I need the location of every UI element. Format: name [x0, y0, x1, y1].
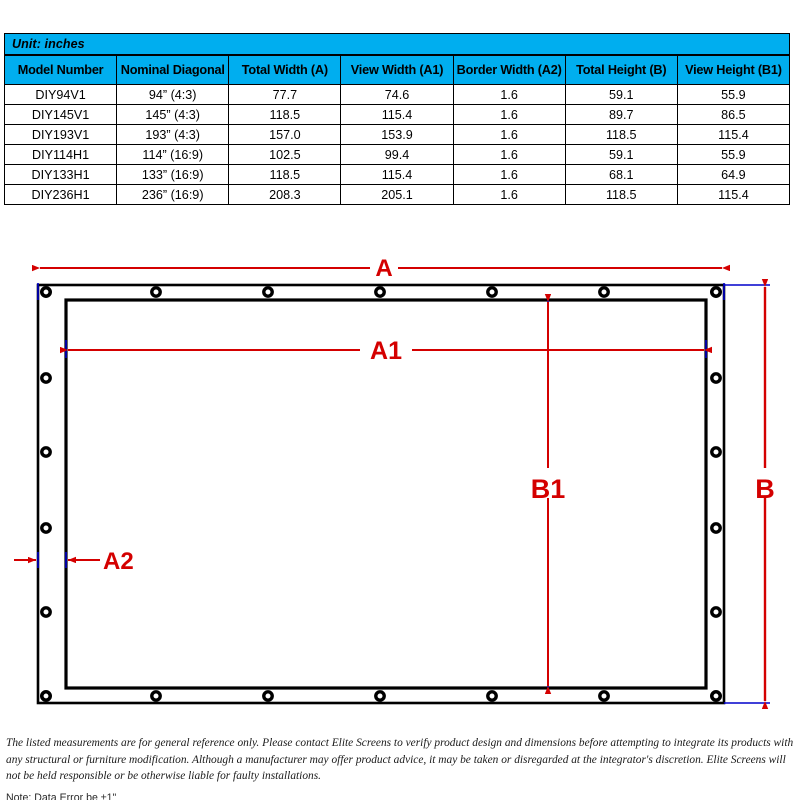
- grommet-icon: [376, 692, 384, 700]
- cell-model-number: DIY114H1: [5, 145, 117, 165]
- grommet-row-top: [42, 288, 720, 296]
- cell-total-height: 89.7: [565, 105, 677, 125]
- cell-total-width: 208.3: [229, 185, 341, 205]
- unit-row: [5, 34, 790, 55]
- cell-nominal-diagonal: 236” (16:9): [117, 185, 229, 205]
- cell-total-width: 118.5: [229, 105, 341, 125]
- cell-total-width: 102.5: [229, 145, 341, 165]
- grommet-icon: [152, 692, 160, 700]
- cell-border-width: 1.6: [453, 185, 565, 205]
- grommet-icon: [42, 692, 50, 700]
- cell-view-width: 74.6: [341, 85, 453, 105]
- cell-view-height: 55.9: [677, 145, 789, 165]
- cell-border-width: 1.6: [453, 145, 565, 165]
- cell-border-width: 1.6: [453, 85, 565, 105]
- grommet-icon: [264, 692, 272, 700]
- dimension-total-width: [40, 255, 722, 282]
- cell-total-height: 59.1: [565, 145, 677, 165]
- grommet-icon: [712, 692, 720, 700]
- cell-border-width: 1.6: [453, 125, 565, 145]
- column-header-border-width: Border Width (A2): [453, 55, 565, 85]
- grommet-icon: [42, 448, 50, 456]
- cell-model-number: DIY193V1: [5, 125, 117, 145]
- dimension-label-border-width: A2: [103, 548, 134, 575]
- cell-view-height: 86.5: [677, 105, 789, 125]
- cell-nominal-diagonal: 114” (16:9): [117, 145, 229, 165]
- spec-table: [4, 33, 790, 205]
- screen-dimension-diagram: [0, 240, 800, 725]
- dimension-label-view-width: A1: [370, 337, 402, 365]
- grommet-icon: [264, 288, 272, 296]
- grommet-icon: [712, 448, 720, 456]
- cell-nominal-diagonal: 145” (4:3): [117, 105, 229, 125]
- grommet-icon: [712, 374, 720, 382]
- cell-view-height: 115.4: [677, 185, 789, 205]
- column-header-model-number: Model Number: [5, 55, 117, 85]
- column-header-view-width: View Width (A1): [341, 55, 453, 85]
- dimension-label-total-width: A: [375, 255, 393, 282]
- grommet-icon: [42, 608, 50, 616]
- cell-model-number: DIY236H1: [5, 185, 117, 205]
- cell-total-height: 68.1: [565, 165, 677, 185]
- note-text: Note: Data Error be ±1": [6, 791, 117, 800]
- table-row: [5, 145, 790, 165]
- column-header-total-height: Total Height (B): [565, 55, 677, 85]
- grommet-column-left: [42, 288, 50, 700]
- table-row: [5, 165, 790, 185]
- diagram-svg: [0, 240, 800, 725]
- grommet-icon: [152, 288, 160, 296]
- spec-table-container: [4, 33, 790, 205]
- cell-total-width: 77.7: [229, 85, 341, 105]
- dimension-total-height: [755, 287, 775, 701]
- grommet-column-right: [712, 288, 720, 700]
- dimension-label-total-height: B: [755, 474, 775, 504]
- grommet-row-bottom: [42, 692, 720, 700]
- cell-model-number: DIY133H1: [5, 165, 117, 185]
- grommet-icon: [712, 524, 720, 532]
- cell-total-width: 157.0: [229, 125, 341, 145]
- column-header-nominal-diagonal: Nominal Diagonal: [117, 55, 229, 85]
- cell-view-width: 205.1: [341, 185, 453, 205]
- table-row: [5, 85, 790, 105]
- cell-view-width: 115.4: [341, 165, 453, 185]
- cell-nominal-diagonal: 94” (4:3): [117, 85, 229, 105]
- cell-view-width: 99.4: [341, 145, 453, 165]
- cell-model-number: DIY94V1: [5, 85, 117, 105]
- column-header-total-width: Total Width (A): [229, 55, 341, 85]
- grommet-icon: [712, 288, 720, 296]
- cell-nominal-diagonal: 193” (4:3): [117, 125, 229, 145]
- cell-view-width: 115.4: [341, 105, 453, 125]
- grommet-icon: [488, 288, 496, 296]
- unit-label: Unit: inches: [5, 34, 790, 55]
- column-header-view-height: View Height (B1): [677, 55, 789, 85]
- table-row: [5, 105, 790, 125]
- grommet-icon: [376, 288, 384, 296]
- cell-model-number: DIY145V1: [5, 105, 117, 125]
- table-row: [5, 185, 790, 205]
- cell-total-height: 59.1: [565, 85, 677, 105]
- cell-view-height: 115.4: [677, 125, 789, 145]
- cell-total-width: 118.5: [229, 165, 341, 185]
- footer-container: [6, 735, 794, 800]
- cell-border-width: 1.6: [453, 165, 565, 185]
- spec-table-body: [5, 34, 790, 205]
- grommet-icon: [42, 374, 50, 382]
- table-header-row: [5, 55, 790, 85]
- grommet-icon: [600, 288, 608, 296]
- grommet-icon: [42, 288, 50, 296]
- cell-view-height: 55.9: [677, 85, 789, 105]
- cell-border-width: 1.6: [453, 105, 565, 125]
- grommet-icon: [42, 524, 50, 532]
- grommet-icon: [488, 692, 496, 700]
- grommet-icon: [712, 608, 720, 616]
- disclaimer-text: The listed measurements are for general reference only. Please contact Elite Screens to verify product design and dimensions before attempting to integrate its products with any structural or furniture modification. Although a manufacturer may offer product advice, it may be taken or disregarded at the integrator's discretion. Elite Screens will not be held responsible or be otherwise liable for faulty installations.: [6, 737, 794, 782]
- cell-total-height: 118.5: [565, 125, 677, 145]
- cell-view-width: 153.9: [341, 125, 453, 145]
- cell-total-height: 118.5: [565, 185, 677, 205]
- grommet-icon: [600, 692, 608, 700]
- table-row: [5, 125, 790, 145]
- cell-nominal-diagonal: 133” (16:9): [117, 165, 229, 185]
- dimension-label-view-height: B1: [530, 474, 566, 504]
- cell-view-height: 64.9: [677, 165, 789, 185]
